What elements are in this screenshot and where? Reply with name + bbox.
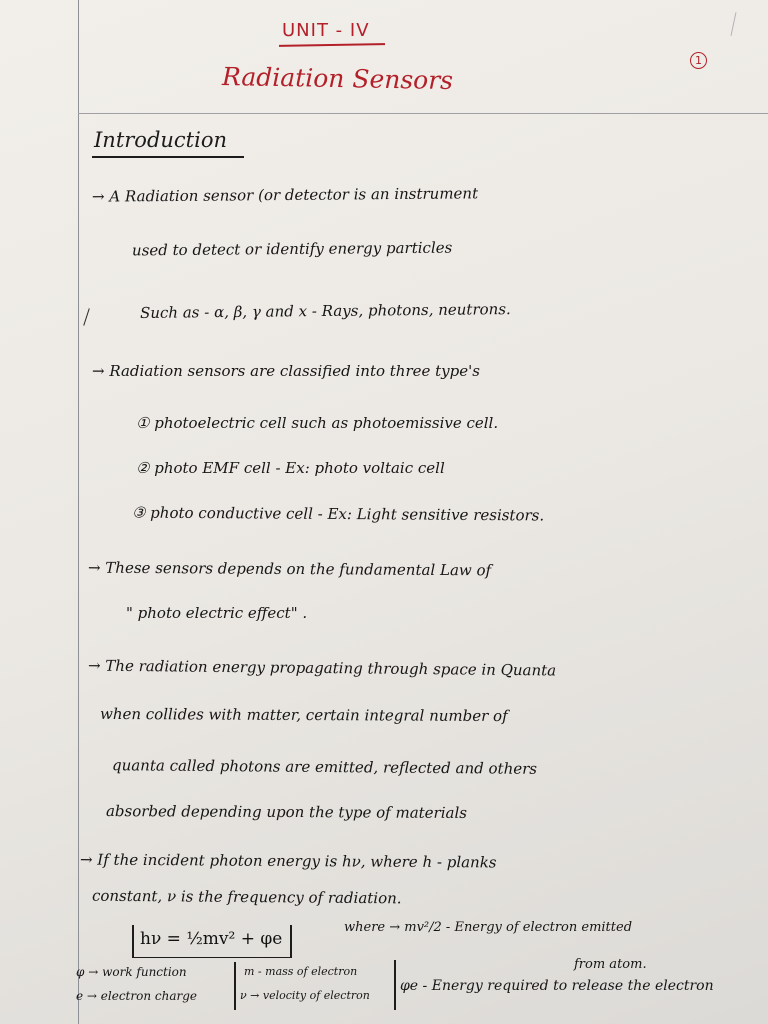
body-line: Such as - α, β, γ and x - Rays, photons, neutrons. bbox=[139, 300, 511, 322]
e-note: e → electron charge bbox=[76, 989, 197, 1003]
body-line: ③ photo conductive cell - Ex: Light sensitive resistors. bbox=[131, 503, 545, 525]
body-line: absorbed depending upon the type of materials bbox=[105, 802, 468, 822]
body-line: → These sensors depends on the fundamental Law of bbox=[87, 558, 492, 580]
header-rule bbox=[78, 113, 768, 114]
phie-note: φe - Energy required to release the electron bbox=[400, 978, 714, 994]
body-line: → A Radiation sensor (or detector is an instrument bbox=[91, 184, 479, 206]
edge-mark bbox=[83, 308, 90, 325]
einstein-equation: hν = ½mv² + φe bbox=[140, 929, 283, 949]
margin-line bbox=[78, 0, 79, 1024]
body-line: → Radiation sensors are classified into three type's bbox=[92, 362, 480, 380]
v-note: ν → velocity of electron bbox=[240, 989, 370, 1002]
where-note-cont: from atom. bbox=[574, 957, 647, 972]
page-number: 1 bbox=[690, 52, 707, 69]
body-line: ① photoelectric cell such as photoemissive cell. bbox=[136, 414, 499, 432]
unit-heading: UNIT - IV bbox=[282, 20, 370, 41]
page-title: Radiation Sensors bbox=[221, 61, 454, 96]
body-line: → The radiation energy propagating through space in Quanta bbox=[87, 656, 557, 680]
m-note: m - mass of electron bbox=[244, 965, 358, 978]
body-line: used to detect or identify energy particles bbox=[131, 238, 453, 260]
unit-underline bbox=[279, 43, 385, 47]
section-heading-underline bbox=[92, 156, 244, 158]
body-line: when collides with matter, certain integral number of bbox=[99, 704, 508, 726]
phi-note: φ → work function bbox=[76, 965, 187, 979]
body-line: ② photo EMF cell - Ex: photo voltaic cell bbox=[136, 459, 445, 477]
body-line: " photo electric effect" . bbox=[126, 604, 308, 622]
note-divider bbox=[234, 962, 236, 1010]
where-note: where → mv²/2 - Energy of electron emitted bbox=[344, 920, 633, 935]
section-heading: Introduction bbox=[94, 128, 227, 152]
body-line: → If the incident photon energy is hν, where h - planks bbox=[79, 850, 497, 872]
body-line: constant, ν is the frequency of radiation. bbox=[91, 886, 402, 908]
corner-mark bbox=[731, 12, 737, 36]
body-line: quanta called photons are emitted, reflected and others bbox=[111, 756, 538, 778]
note-divider bbox=[394, 960, 396, 1010]
